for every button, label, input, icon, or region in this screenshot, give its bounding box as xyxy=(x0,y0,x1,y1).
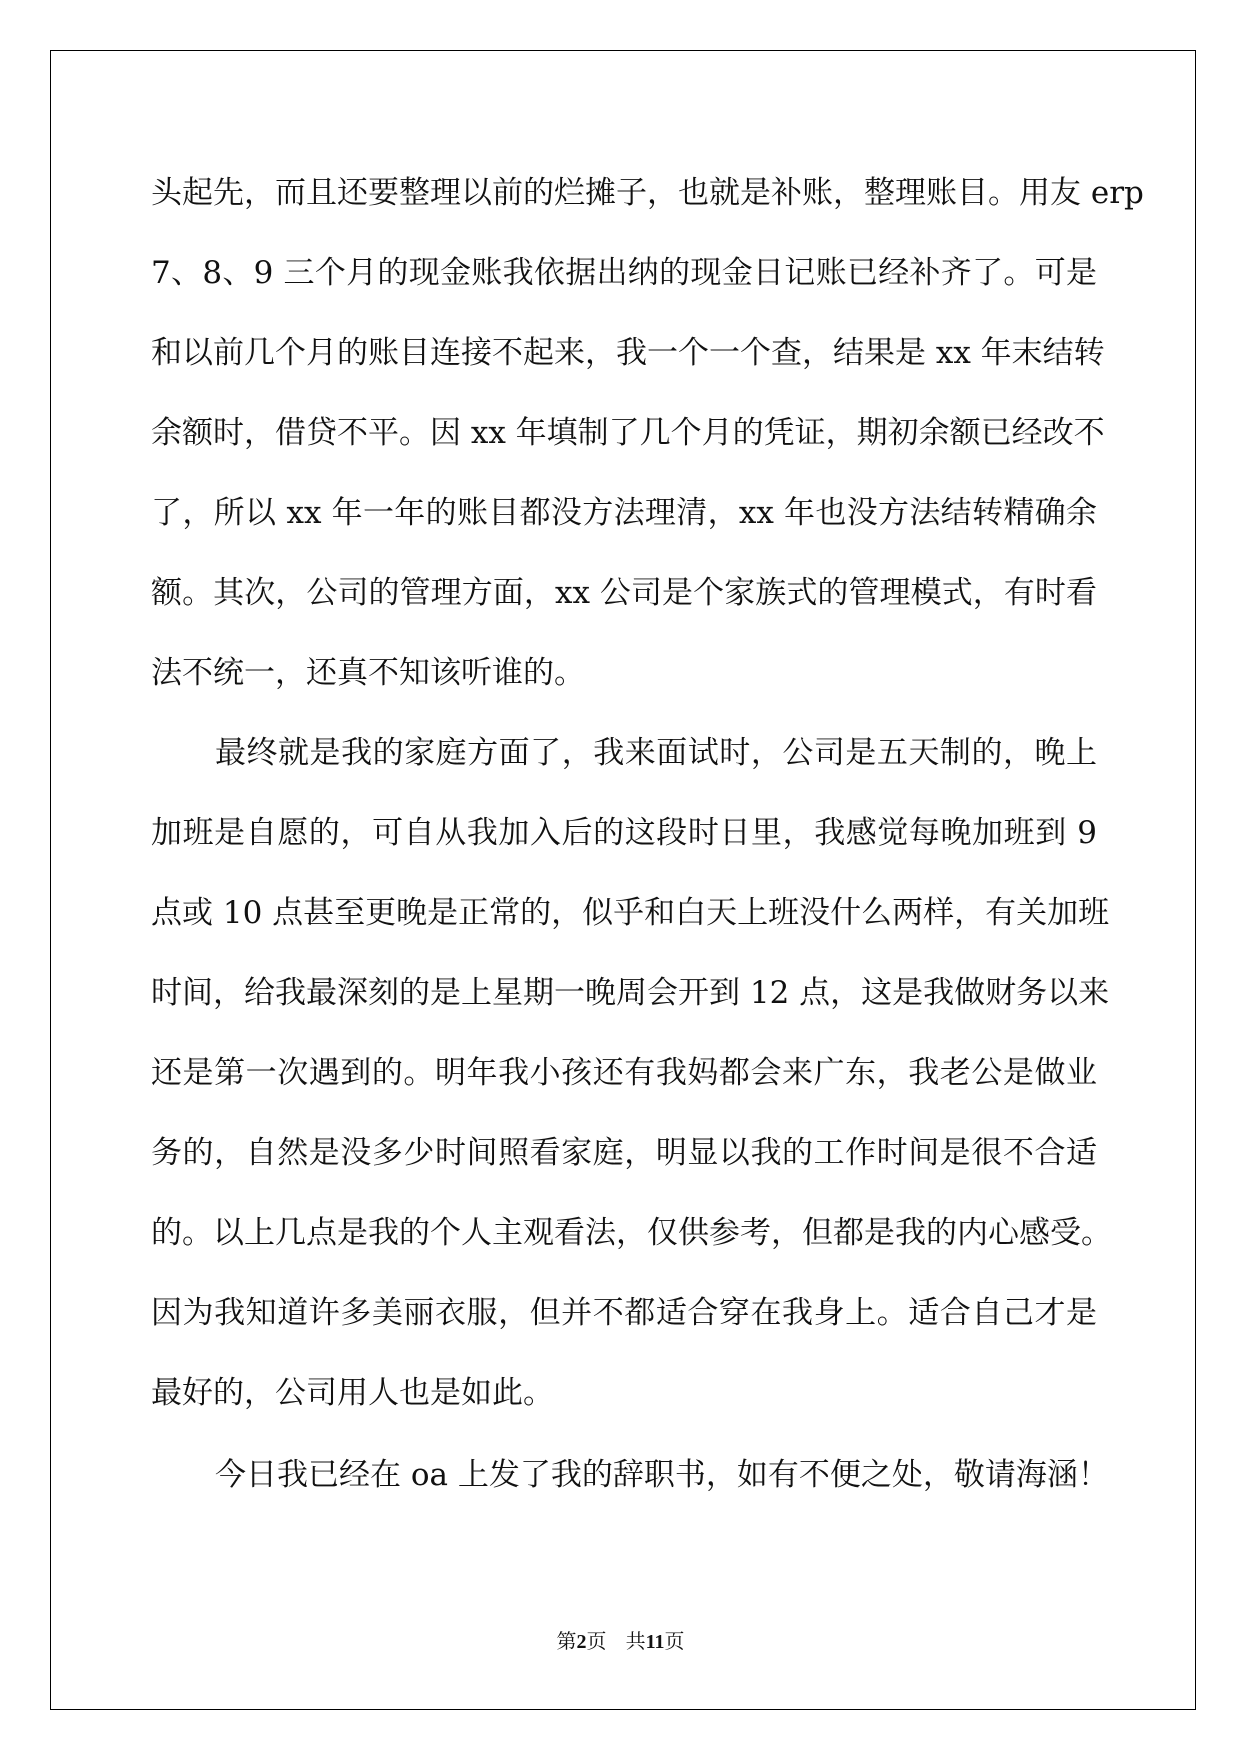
text-line: 因为我知道许多美丽衣服，但并不都适合穿在我身上。适合自己才是 xyxy=(151,1295,1097,1331)
footer-total-prefix: 共 xyxy=(625,1629,646,1653)
page-footer xyxy=(0,1625,1241,1654)
text-line: 头起先，而且还要整理以前的烂摊子，也就是补账，整理账目。用友 erp xyxy=(151,175,1144,211)
text-line: 今日我已经在 oa 上发了我的辞职书，如有不便之处，敬请海涵！ xyxy=(215,1457,1109,1493)
text-line: 和以前几个月的账目连接不起来，我一个一个查，结果是 xx 年末结转 xyxy=(151,335,1105,371)
text-line: 了，所以 xx 年一年的账目都没方法理清，xx 年也没方法结转精确余 xyxy=(151,495,1097,531)
footer-page-suffix: 页 xyxy=(586,1629,607,1653)
footer-total-suffix: 页 xyxy=(664,1629,685,1653)
text-line: 最终就是我的家庭方面了，我来面试时，公司是五天制的，晚上 xyxy=(215,735,1097,771)
page-number: 2 xyxy=(576,1631,587,1653)
text-line: 加班是自愿的，可自从我加入后的这段时日里，我感觉每晚加班到 9 xyxy=(151,815,1097,851)
text-line: 7、8、9 三个月的现金账我依据出纳的现金日记账已经补齐了。可是 xyxy=(151,255,1097,291)
text-line: 最好的，公司用人也是如此。 xyxy=(151,1375,554,1411)
total-pages: 11 xyxy=(645,1631,665,1653)
footer-prefix: 第 xyxy=(556,1629,577,1653)
text-line: 点或 10 点甚至更晚是正常的，似乎和白天上班没什么两样，有关加班 xyxy=(151,895,1110,931)
text-line: 额。其次，公司的管理方面，xx 公司是个家族式的管理模式，有时看 xyxy=(151,575,1097,611)
text-line: 还是第一次遇到的。明年我小孩还有我妈都会来广东，我老公是做业 xyxy=(151,1055,1097,1091)
text-line: 务的，自然是没多少时间照看家庭，明显以我的工作时间是很不合适 xyxy=(151,1135,1097,1171)
text-line: 法不统一，还真不知该听谁的。 xyxy=(151,655,585,691)
text-line: 余额时，借贷不平。因 xx 年填制了几个月的凭证，期初余额已经改不 xyxy=(151,415,1105,451)
text-line: 的。以上几点是我的个人主观看法，仅供参考，但都是我的内心感受。 xyxy=(151,1215,1112,1251)
text-line: 时间，给我最深刻的是上星期一晚周会开到 12 点，这是我做财务以来 xyxy=(151,975,1110,1011)
